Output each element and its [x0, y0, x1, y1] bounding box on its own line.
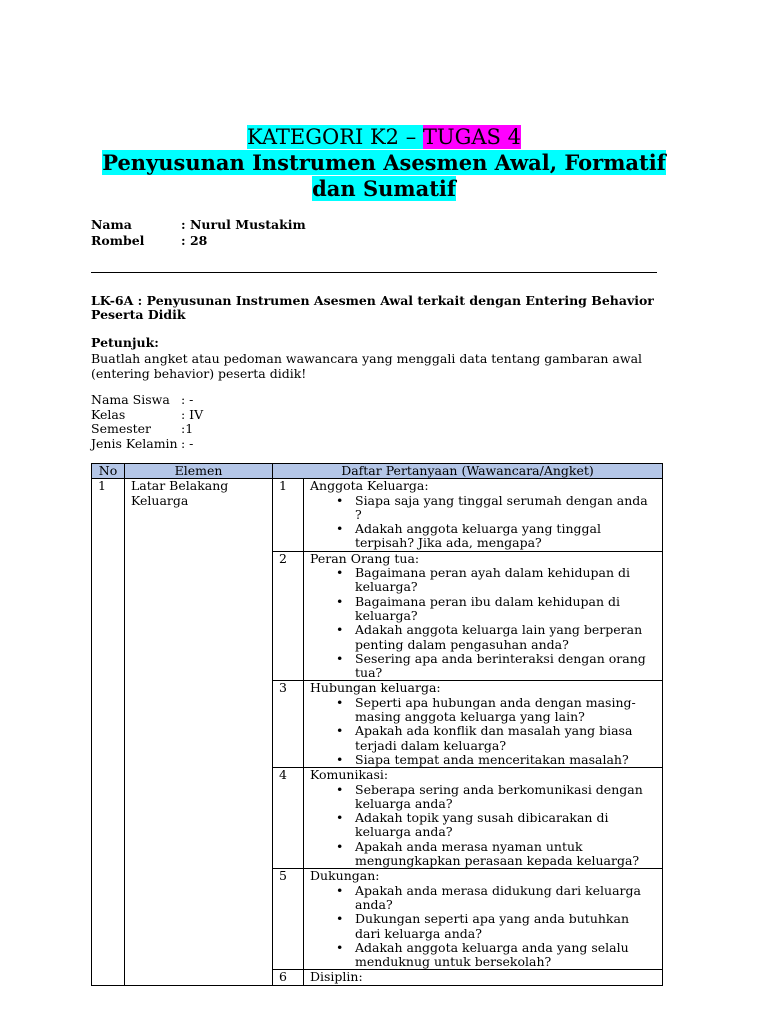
- questionnaire-table: [91, 463, 663, 986]
- group-heading: Anggota Keluarga:: [310, 478, 429, 494]
- petunjuk-heading: Petunjuk:: [91, 335, 159, 350]
- question-list: [310, 494, 656, 551]
- group-cell: [304, 768, 663, 869]
- info-label: Kelas: [91, 406, 126, 422]
- group-heading: Peran Orang tua:: [310, 550, 420, 566]
- question-item: • Seperti apa hubungan anda dengan masing-masing anggota keluarga yang lain?: [355, 696, 656, 725]
- group-no: 5: [273, 869, 304, 970]
- group-cell: [304, 869, 663, 970]
- info-value: :1: [181, 421, 194, 436]
- group-heading: Komunikasi:: [310, 767, 389, 783]
- title-line-1: [0, 124, 768, 150]
- table-row: [92, 479, 663, 551]
- question-list: [310, 566, 656, 680]
- question-list: [310, 696, 656, 767]
- row-elemen: Latar Belakang Keluarga: [125, 479, 273, 985]
- nama-value: : Nurul Mustakim: [181, 217, 306, 232]
- question-item: • Bagaimana peran ibu dalam kehidupan di keluarga?: [355, 595, 656, 624]
- question-list: [310, 783, 656, 869]
- question-item: • Seberapa sering anda berkomunikasi dengan keluarga anda?: [355, 783, 656, 812]
- group-no: 2: [273, 551, 304, 681]
- question-item: • Apakah ada konflik dan masalah yang biasa terjadi dalam keluarga?: [355, 724, 656, 753]
- group-heading: Hubungan keluarga:: [310, 680, 441, 696]
- title-line-2: Penyusunan Instrumen Asesmen Awal, Formatif: [102, 150, 666, 175]
- group-no: 3: [273, 681, 304, 768]
- rombel-value: : 28: [181, 233, 208, 248]
- info-label: Semester: [91, 421, 152, 436]
- question-list: [310, 884, 656, 970]
- header-elemen: Elemen: [125, 464, 273, 479]
- question-item: • Adakah anggota keluarga lain yang berperan penting dalam pengasuhan anda?: [355, 623, 656, 652]
- info-value: : -: [181, 392, 194, 407]
- title-kategori: KATEGORI K2 –: [247, 125, 423, 149]
- question-item: • Bagaimana peran ayah dalam kehidupan di keluarga?: [355, 566, 656, 595]
- question-item: • Apakah anda merasa didukung dari keluarga anda?: [355, 884, 656, 913]
- group-heading: Dukungan:: [310, 868, 380, 884]
- question-item: • Sesering apa anda berinteraksi dengan orang tua?: [355, 652, 656, 681]
- header-daftar: Daftar Pertanyaan (Wawancara/Angket): [273, 464, 663, 479]
- title-line-3: dan Sumatif: [312, 176, 456, 201]
- question-item: • Siapa tempat anda menceritakan masalah?: [355, 753, 656, 767]
- question-item: • Adakah anggota keluarga yang tinggal terpisah? Jika ada, mengapa?: [355, 522, 656, 551]
- lk-heading: LK-6A : Penyusunan Instrumen Asesmen Awal terkait dengan Entering Behavior Peserta Didik: [91, 293, 654, 322]
- divider: [91, 272, 657, 273]
- group-cell: [304, 681, 663, 768]
- info-value: : -: [181, 435, 194, 451]
- group-heading: Disiplin:: [310, 969, 363, 985]
- question-item: • Siapa saja yang tinggal serumah dengan anda ?: [355, 494, 656, 523]
- header-no: No: [92, 464, 125, 479]
- group-no: 4: [273, 768, 304, 869]
- author-meta: [91, 217, 306, 249]
- table-header-row: [92, 464, 663, 479]
- nama-label: Nama: [91, 217, 132, 232]
- rombel-label: Rombel: [91, 233, 145, 248]
- title-block: [0, 124, 768, 202]
- question-item: • Adakah anggota keluarga anda yang selalu menduknug untuk bersekolah?: [355, 941, 656, 970]
- group-cell: [304, 551, 663, 681]
- question-item: • Adakah topik yang susah dibicarakan di keluarga anda?: [355, 811, 656, 840]
- row-no: 1: [92, 479, 125, 985]
- group-cell: [304, 479, 663, 551]
- title-tugas: TUGAS 4: [422, 125, 521, 149]
- info-label: Nama Siswa: [91, 392, 170, 407]
- group-no: 1: [273, 479, 304, 551]
- info-label: Jenis Kelamin: [91, 435, 178, 451]
- petunjuk-text: Buatlah angket atau pedoman wawancara yang menggali data tentang gambaran awal (entering behavior) peserta didik!: [91, 351, 643, 381]
- group-cell: [304, 970, 663, 985]
- info-value: : IV: [181, 406, 204, 422]
- question-item: • Apakah anda merasa nyaman untuk mengungkapkan perasaan kepada keluarga?: [355, 840, 656, 869]
- group-no: 6: [273, 970, 304, 985]
- question-item: • Dukungan seperti apa yang anda butuhkan dari keluarga anda?: [355, 912, 656, 941]
- student-info: [91, 393, 203, 451]
